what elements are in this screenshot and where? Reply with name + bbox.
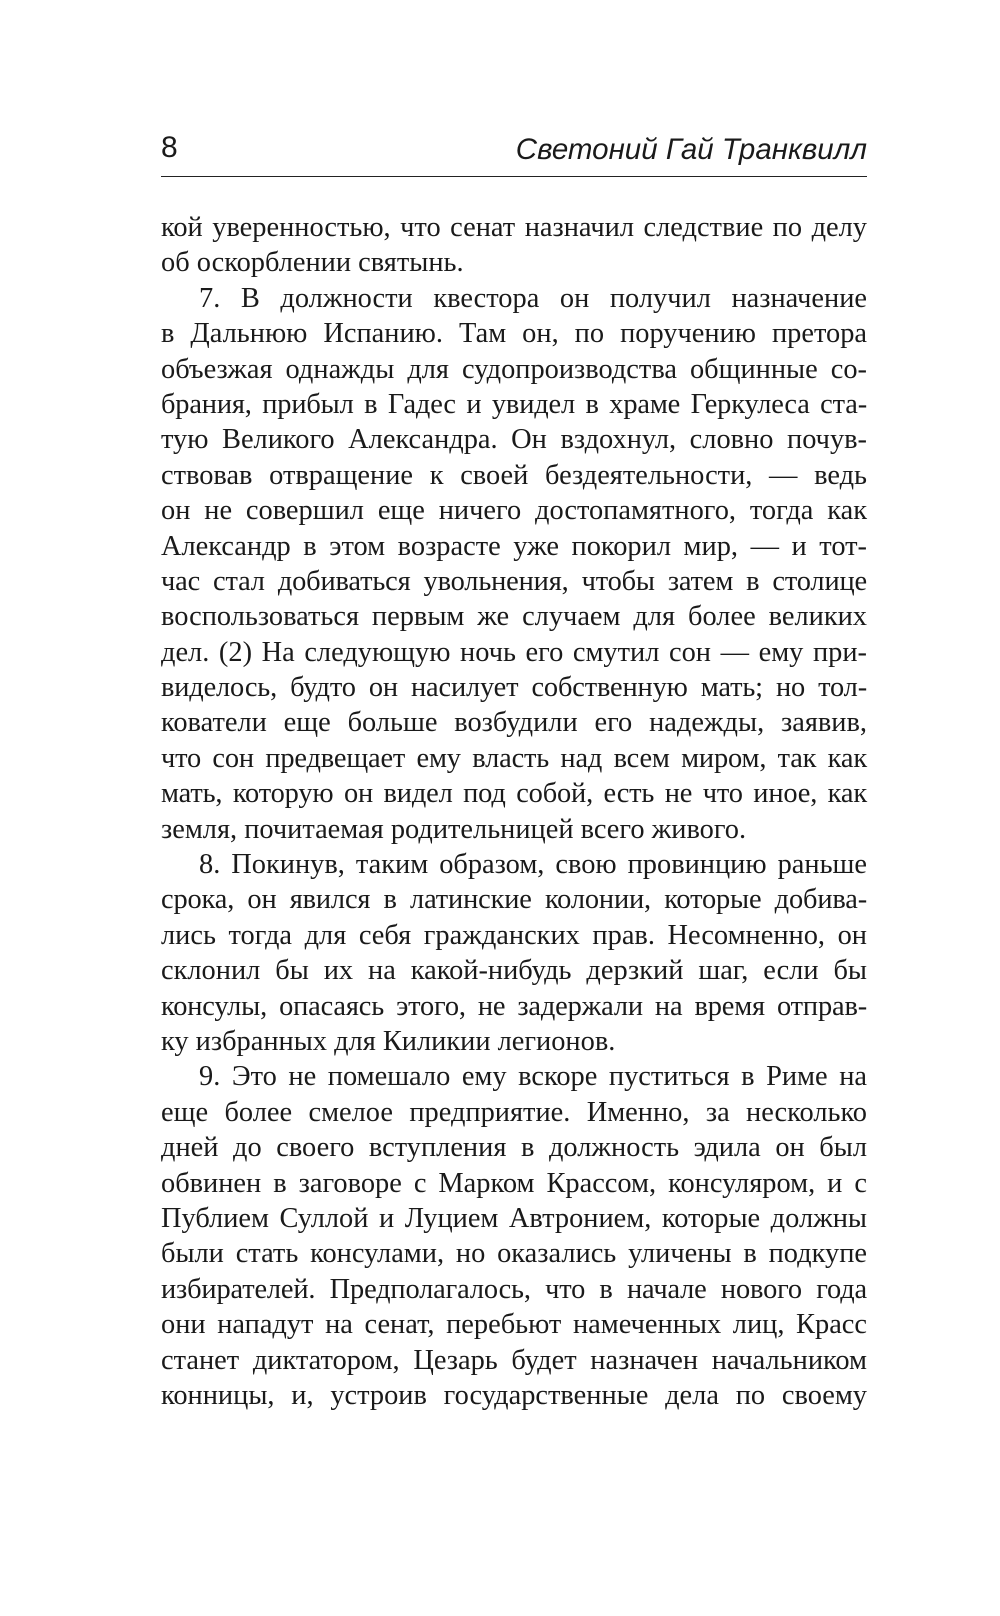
text-line: еще более смелое предприятие. Именно, за несколько xyxy=(161,1096,867,1128)
paragraph-8-start: 8. Покинув, таким образом, свою провинцию раньше xyxy=(199,849,867,881)
body-text xyxy=(161,210,867,1413)
text-line: они нападут на сенат, перебьют намеченных лиц, Красс xyxy=(161,1309,867,1341)
text-line: час стал добиваться увольнения, чтобы затем в столице xyxy=(161,565,867,597)
text-line: брания, прибыл в Гадес и увидел в храме Геркулеса ста- xyxy=(161,388,867,420)
text-line: были стать консулами, но оказались уличены в подкупе xyxy=(161,1238,867,1270)
text-line: срока, он явился в латинские колонии, которые добива- xyxy=(161,884,867,916)
text-line: лись тогда для себя гражданских прав. Несомненно, он xyxy=(161,919,867,951)
text-line: он не совершил еще ничего достопамятного, тогда как xyxy=(161,495,867,527)
text-line: что сон предвещает ему власть над всем миром, так как xyxy=(161,742,867,774)
text-line: объезжая однажды для судопроизводства общинные со- xyxy=(161,353,867,385)
text-line: кователи еще больше возбудили его надежды, заявив, xyxy=(161,707,867,739)
text-line: в Дальнюю Испанию. Там он, по поручению претора xyxy=(161,318,867,350)
text-line: воспользоваться первым же случаем для более великих xyxy=(161,601,867,633)
text-line: Публием Суллой и Луцием Автронием, которые должны xyxy=(161,1202,867,1234)
text-line: тую Великого Александра. Он вздохнул, словно почув- xyxy=(161,424,867,456)
paragraph-7-start: 7. В должности квестора он получил назначение xyxy=(199,282,867,314)
text-line: ку избранных для Киликии легионов. xyxy=(161,1025,616,1057)
text-line: станет диктатором, Цезарь будет назначен начальником xyxy=(161,1344,867,1376)
text-line: об оскорблении святынь. xyxy=(161,247,464,279)
page-number: 8 xyxy=(161,131,178,164)
paragraph-9-start: 9. Это не помешало ему вскоре пуститься в Риме на xyxy=(199,1061,867,1093)
page-header xyxy=(161,128,867,177)
text-line: мать, которую он видел под собой, есть не что иное, как xyxy=(161,778,867,810)
text-line: земля, почитаемая родительницей всего живого. xyxy=(161,813,747,845)
running-title: Светоний Гай Транквилл xyxy=(515,133,867,166)
text-line: дней до своего вступления в должность эдила он был xyxy=(161,1132,867,1164)
text-line: дел. (2) На следующую ночь его смутил сон — ему при- xyxy=(161,636,867,668)
text-line: избирателей. Предполагалось, что в начале нового года xyxy=(161,1273,867,1305)
text-line: консулы, опасаясь этого, не задержали на время отправ- xyxy=(161,990,867,1022)
text-line: обвинен в заговоре с Марком Крассом, консуляром, и с xyxy=(161,1167,867,1199)
text-line: ствовав отвращение к своей бездеятельности, — ведь xyxy=(161,459,867,491)
text-line: склонил бы их на какой-нибудь дерзкий шаг, если бы xyxy=(161,955,867,987)
text-line: кой уверенностью, что сенат назначил следствие по делу xyxy=(161,212,867,243)
text-line: виделось, будто он насилует собственную мать; но тол- xyxy=(161,672,867,704)
text-line: конницы, и, устроив государственные дела по своему xyxy=(161,1379,867,1411)
text-line: Александр в этом возрасте уже покорил мир, — и тот- xyxy=(161,530,867,562)
